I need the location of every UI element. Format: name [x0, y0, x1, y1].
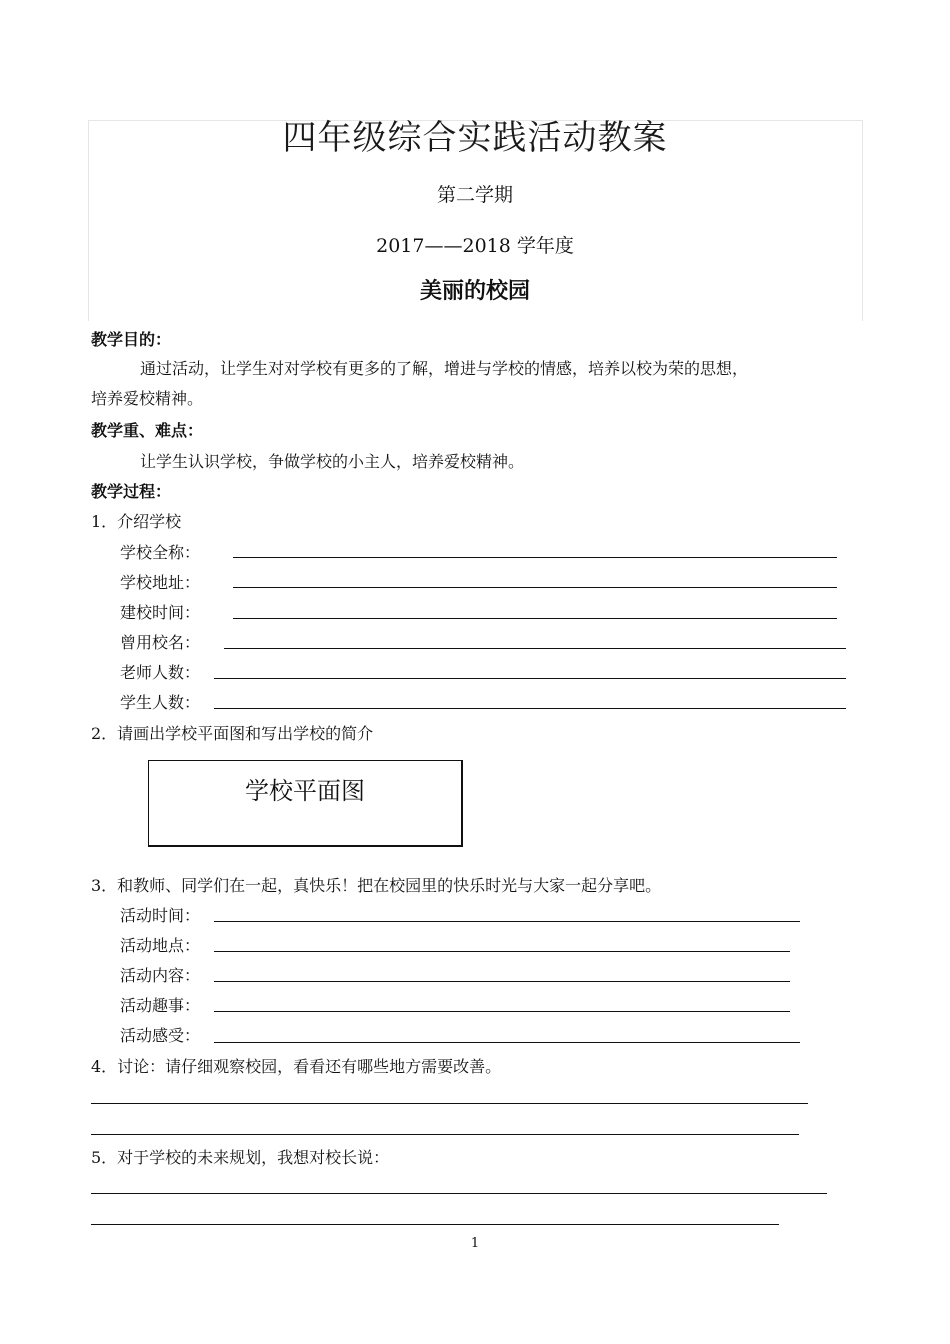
field-activity-place-line[interactable]	[214, 951, 790, 952]
key-points-heading: 教学重、难点：	[91, 421, 204, 440]
semester-label: 第二学期	[436, 184, 513, 206]
school-plan-box-label: 学校平面图	[245, 777, 365, 805]
field-activity-feeling-line[interactable]	[214, 1042, 800, 1043]
field-teacher-count-label: 老师人数：	[120, 663, 201, 682]
key-points-text: 让学生认识学校，争做学校的小主人，培养爱校精神。	[140, 452, 525, 471]
lesson-title: 美丽的校园	[419, 279, 530, 304]
discussion-answer-line-1[interactable]	[91, 1103, 808, 1104]
document-title: 四年级综合实践活动教案	[282, 118, 668, 158]
school-plan-box[interactable]	[148, 760, 463, 847]
field-former-name-label: 曾用校名：	[120, 633, 201, 652]
process-heading: 教学过程：	[91, 482, 172, 501]
page-number: 1	[470, 1236, 480, 1251]
section3-title: 3．和教师、同学们在一起，真快乐！把在校园里的快乐时光与大家一起分享吧。	[91, 876, 662, 895]
goal-text-line2: 培养爱校精神。	[91, 389, 204, 408]
section1-title: 1．介绍学校	[91, 512, 182, 531]
goal-text-line1: 通过活动，让学生对对学校有更多的了解，增进与学校的情感，培养以校为荣的思想，	[140, 359, 749, 378]
field-school-address-line[interactable]	[233, 587, 837, 588]
section4-title: 4．讨论：请仔细观察校园，看看还有哪些地方需要改善。	[91, 1057, 502, 1076]
field-activity-time-label: 活动时间：	[120, 906, 201, 925]
section2-title: 2．请画出学校平面图和写出学校的简介	[91, 724, 374, 743]
discussion-answer-line-2[interactable]	[91, 1134, 799, 1135]
field-activity-content-line[interactable]	[214, 981, 790, 982]
field-teacher-count-line[interactable]	[214, 678, 846, 679]
field-activity-feeling-label: 活动感受：	[120, 1026, 201, 1045]
field-founding-time-line[interactable]	[233, 618, 837, 619]
field-student-count-label: 学生人数：	[120, 693, 201, 712]
field-student-count-line[interactable]	[214, 708, 846, 709]
section5-title: 5．对于学校的未来规划，我想对校长说：	[91, 1148, 390, 1167]
message-answer-line-1[interactable]	[91, 1193, 827, 1194]
field-activity-anecdote-line[interactable]	[214, 1011, 790, 1012]
goal-heading: 教学目的：	[91, 330, 172, 349]
field-activity-anecdote-label: 活动趣事：	[120, 996, 201, 1015]
field-founding-time-label: 建校时间：	[120, 603, 201, 622]
field-activity-content-label: 活动内容：	[120, 966, 201, 985]
school-year-label: 2017——2018 学年度	[376, 235, 574, 257]
message-answer-line-2[interactable]	[91, 1224, 779, 1225]
field-school-name-line[interactable]	[233, 557, 837, 558]
field-school-name-label: 学校全称：	[120, 543, 201, 562]
field-activity-place-label: 活动地点：	[120, 936, 201, 955]
field-former-name-line[interactable]	[224, 648, 846, 649]
field-school-address-label: 学校地址：	[120, 573, 201, 592]
field-activity-time-line[interactable]	[214, 921, 800, 922]
